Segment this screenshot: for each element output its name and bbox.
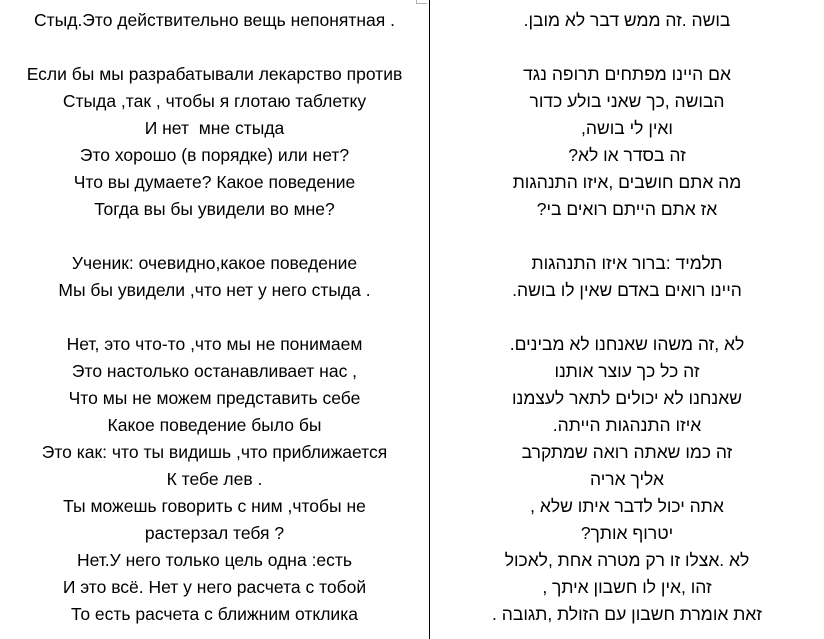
hebrew-text-line: אליך אריה: [590, 469, 664, 489]
russian-text-line: И нет мне стыда: [144, 118, 285, 138]
russian-text-line: Мы бы увидели ,что нет у него стыда .: [58, 280, 371, 300]
russian-text-line: растерзал тебя ?: [144, 523, 285, 543]
blank-line: [430, 304, 824, 331]
russian-text-line: Какое поведение было бы: [107, 415, 322, 435]
russian-text-line: Нет, это что-то ,что мы не понимаем: [66, 334, 363, 354]
russian-text-line: Что вы думаете? Какое поведение: [73, 172, 356, 192]
hebrew-text-line: זה כל כך עוצר אותנו: [554, 361, 700, 381]
blank-line: [430, 223, 824, 250]
hebrew-text-line: ואין לי בושה,: [581, 118, 673, 138]
russian-text-line: И это всё. Нет у него расчета с тобой: [62, 577, 367, 597]
blank-line: [0, 34, 429, 61]
russian-text-line: Нет.У него только цель одна :есть: [76, 550, 353, 570]
russian-text-line: Тогда вы бы увидели во мне?: [94, 199, 335, 219]
russian-text-line: Ученик: очевидно,какое поведение: [71, 253, 358, 273]
hebrew-text-line: שאנחנו לא יכולים לתאר לעצמנו: [512, 388, 742, 408]
hebrew-text-line: היינו רואים באדם שאין לו בושה.: [512, 280, 742, 300]
hebrew-text-line: אתה יכול לדבר איתו שלא ,: [530, 496, 724, 516]
hebrew-text-line: לא .אצלו זו רק מטרה אחת ,לאכול: [504, 550, 750, 570]
hebrew-text-line: הבושה ,כך שאני בולע כדור: [529, 91, 725, 111]
hebrew-text-line: זאת אומרת חשבון עם הזולת ,תגובה .: [492, 604, 762, 624]
russian-text-line: Это как: что ты видишь ,что приближается: [41, 442, 388, 462]
russian-text-line: Стыда ,так , чтобы я глотаю таблетку: [62, 91, 367, 111]
page-corner-mark: [416, 0, 427, 4]
russian-text-line: Это хорошо (в порядке) или нет?: [79, 145, 350, 165]
hebrew-text-line: תלמיד :ברור איזו התנהגות: [531, 253, 723, 273]
blank-line: [0, 304, 429, 331]
hebrew-text-line: זהו ,אין לו חשבון איתך ,: [542, 577, 712, 597]
russian-text-line: К тебе лев .: [166, 469, 263, 489]
hebrew-text-line: אם היינו מפתחים תרופה נגד: [523, 64, 731, 84]
russian-text-line: Ты можешь говорить с ним ,чтобы не: [63, 496, 366, 516]
hebrew-text-line: זה כמו שאתה רואה שמתקרב: [521, 442, 733, 462]
hebrew-text-line: אז אתם הייתם רואים בי?: [536, 199, 718, 219]
hebrew-text-line: לא ,זה משהו שאנחנו לא מבינים.: [509, 334, 745, 354]
hebrew-text-line: מה אתם חושבים ,איזו התנהגות: [512, 172, 742, 192]
russian-text-line: То есть расчета с ближним отклика: [71, 604, 358, 624]
blank-line: [430, 34, 824, 61]
hebrew-text-line: זה בסדר או לא?: [568, 145, 686, 165]
russian-text-line: Что мы не можем представить себе: [68, 388, 361, 408]
russian-text-line: Стыд.Это действительно вещь непонятная .: [34, 10, 395, 30]
blank-line: [0, 223, 429, 250]
hebrew-text-line: בושה .זה ממש דבר לא מובן.: [523, 10, 731, 30]
russian-text-line: Это настолько останавливает нас ,: [71, 361, 358, 381]
russian-text-line: Если бы мы разрабатывали лекарство против: [26, 64, 403, 84]
hebrew-text-line: איזו התנהגות הייתה.: [552, 415, 702, 435]
hebrew-text-line: יטרוף אותך?: [580, 523, 674, 543]
